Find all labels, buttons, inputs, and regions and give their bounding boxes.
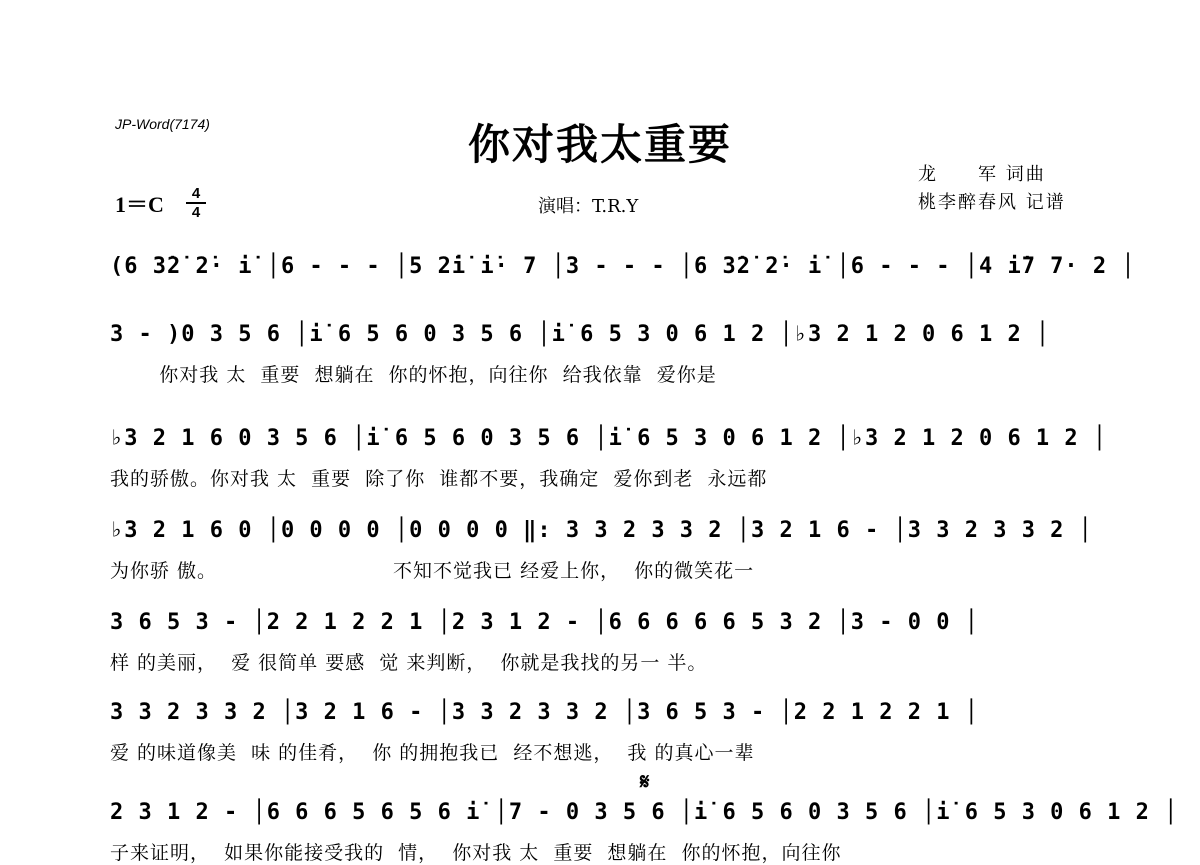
meter-top: 4 — [191, 185, 201, 202]
lyric-line: 我的骄傲。你对我 太 重要 除了你 谁都不要，我确定 爱你到老 永远都 — [110, 468, 768, 490]
score-row — [110, 254, 1136, 294]
score-row — [110, 518, 1093, 582]
score-row — [110, 322, 1090, 386]
lyric-line: 子来证明， 如果你能接受我的 情， 你对我 太 重要 想躺在 你的怀抱，向往你 — [110, 842, 842, 864]
key-signature: 1＝C — [115, 192, 164, 217]
notation-line: 3 3 2 3 3 2 │3 2 1 6 - │3 3 2 3 3 2 │3 6 5 3 - │2 2 1 2 2 1 │ — [110, 700, 979, 725]
segno-sign: 𝄋 — [640, 770, 650, 795]
notation-line: 3 6 5 3 - │2 2 1 2 2 1 │2 3 1 2 - │6 6 6 6 6 5 3 2 │3 - 0 0 │ — [110, 610, 979, 635]
notation-line: (6 3̇2̇ 2̇· i̇ │6 - - - │5 2̇i̇ i̇· 7 │3 - - - │6 3̇2̇ 2̇· i̇ │6 - - - │4 i̇7 7· 2 │ — [110, 254, 1136, 279]
lyric-line: 为你骄 傲。 不知不觉我已 经爱上你， 你的微笑花一 — [110, 560, 755, 582]
source-label: JP-Word(7174) — [115, 116, 210, 132]
notation-line: ♭3 2 1 6 0 │0 0 0 0 │0 0 0 0 ‖: 3 3 2 3 3 2 │3 2 1 6 - │3 3 2 3 3 2 │ — [110, 518, 1093, 543]
lyric-line: 你对我 太 重要 想躺在 你的怀抱，向往你 给我依靠 爱你是 — [110, 364, 717, 386]
score-row — [110, 700, 1090, 764]
lyric-line: 样 的美丽， 爱 很简单 要感 觉 来判断， 你就是我找的另一 半。 — [110, 652, 708, 674]
lyricist-credit: 龙 军 词曲 — [918, 164, 1046, 185]
notation-line: 3 - )0 3 5 6 │i̇ 6 5 6 0 3 5 6 │i̇ 6 5 3 0 6 1 2 │♭3 2 1 2 0 6 1 2 │ — [110, 322, 1051, 347]
notation-line: ♭3 2 1 6 0 3 5 6 │i̇ 6 5 6 0 3 5 6 │i̇ 6 5 3 0 6 1 2 │♭3 2 1 2 0 6 1 2 │ — [110, 426, 1108, 451]
notation-line: 2 3 1 2 - │6 6 6 5 6 5 6 i̇ │7 - 0 3 5 6 │i̇ 6 5 6 0 3 5 6 │i̇ 6 5 3 0 6 1 2 │ — [110, 800, 1179, 825]
time-signature — [186, 186, 206, 220]
meter-bottom: 4 — [186, 202, 206, 220]
transcriber-credit: 桃李醉春风 记谱 — [918, 192, 1066, 213]
score-row — [110, 610, 1090, 674]
score-row — [110, 426, 1108, 490]
score-row — [110, 800, 1179, 864]
song-title: 你对我太重要 — [467, 120, 732, 169]
lyric-line: 爱 的味道像美 味 的佳肴， 你 的拥抱我已 经不想逃， 我 的真心一辈 — [110, 742, 755, 764]
singer-credit: 演唱：T.R.Y — [538, 196, 639, 217]
